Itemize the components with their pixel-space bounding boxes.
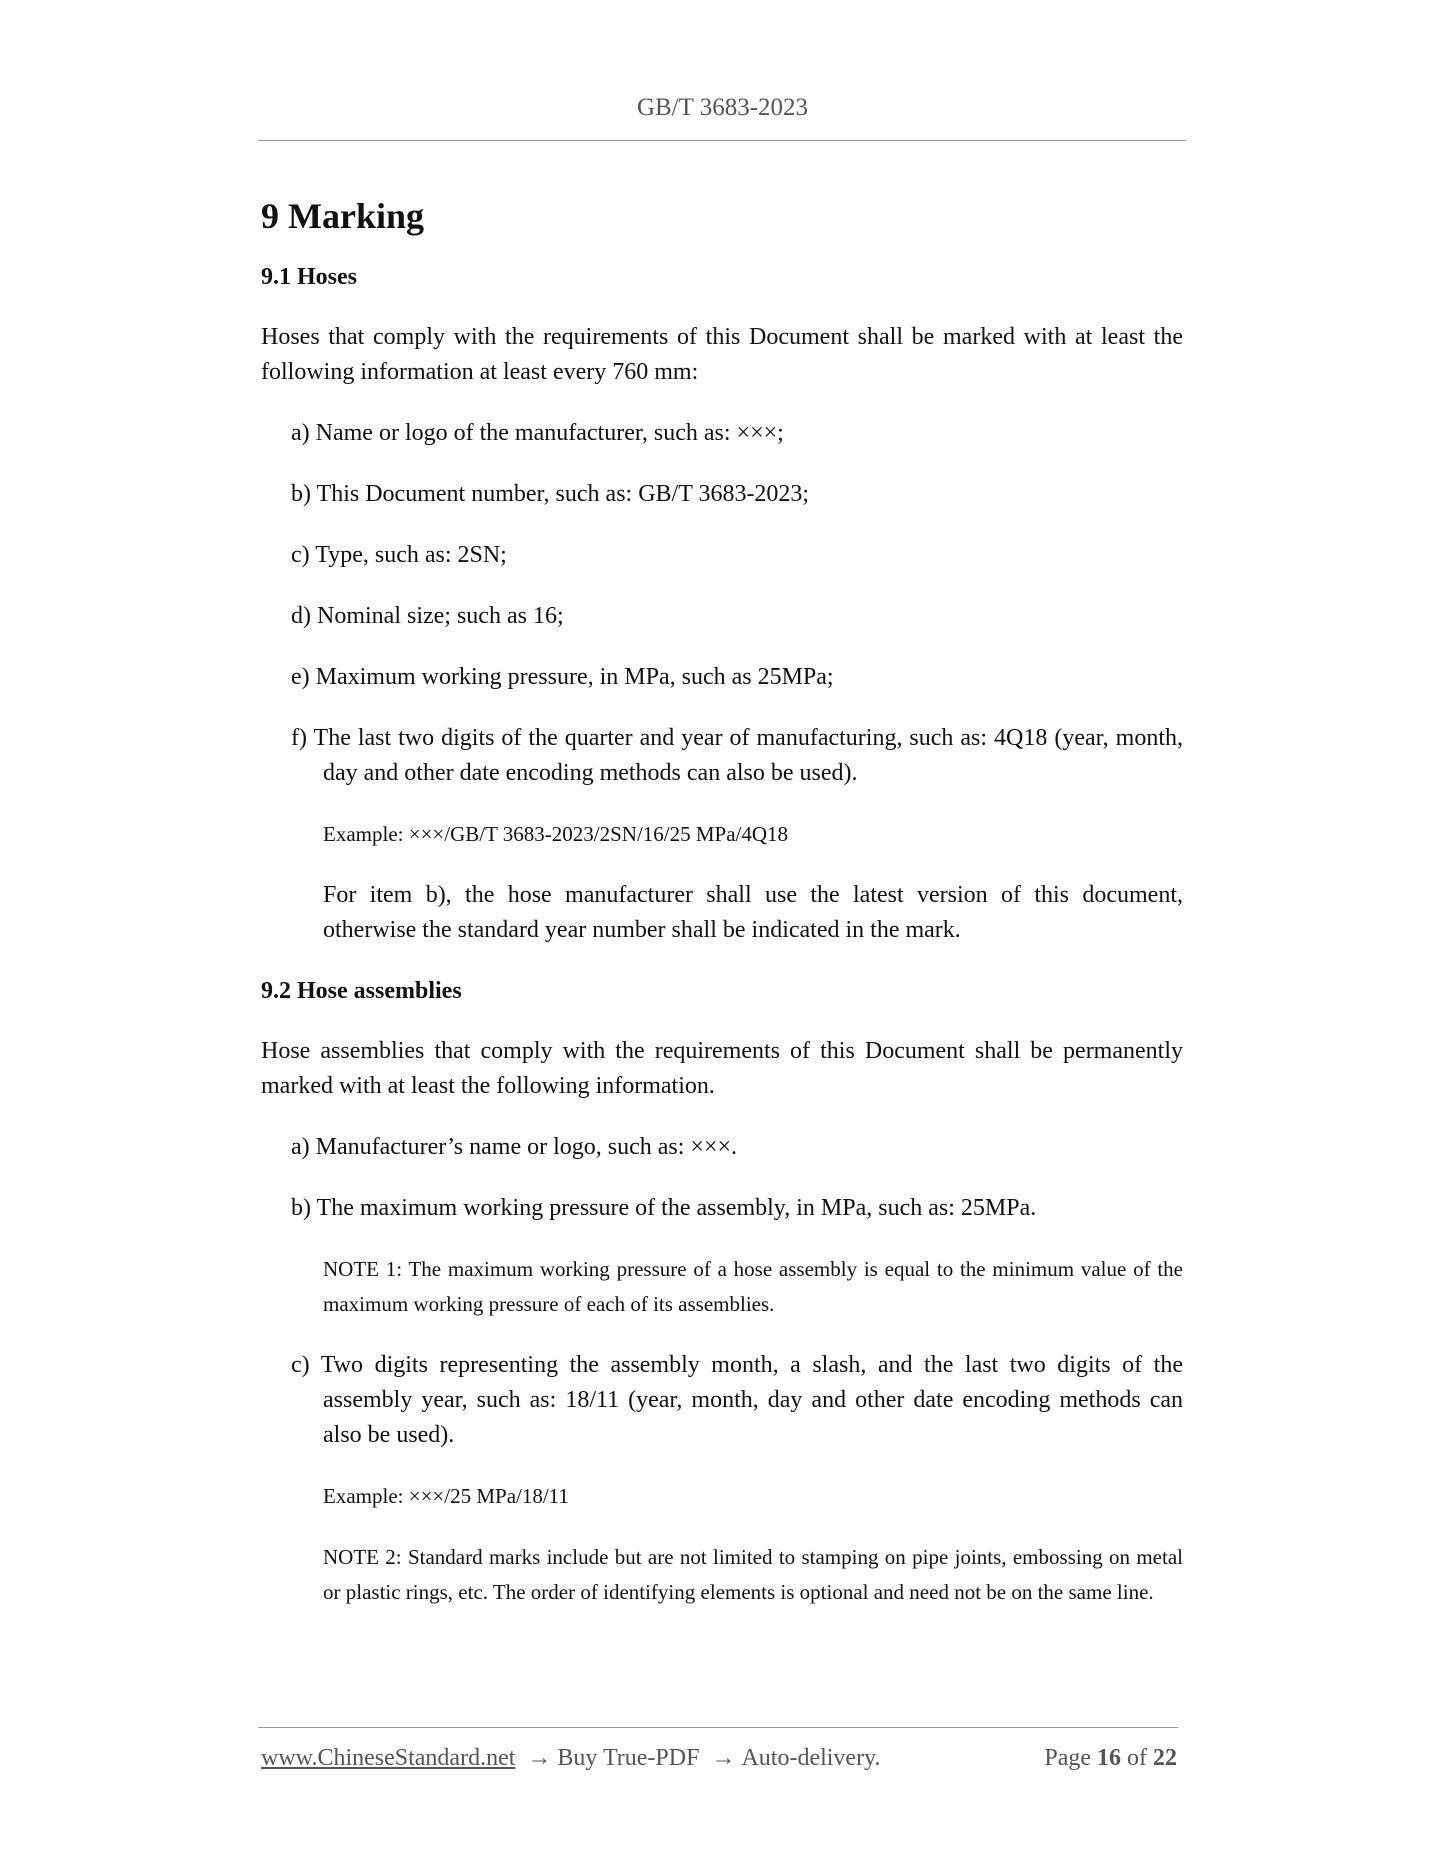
page-indicator [1044, 1745, 1177, 1772]
assemblies-item-b: b) The maximum working pressure of the assembly, in MPa, such as: 25MPa. [291, 1195, 1037, 1221]
hoses-item-b: b) This Document number, such as: GB/T 3683-2023; [291, 481, 810, 507]
chinese-standard-link[interactable]: www.ChineseStandard.net [261, 1745, 516, 1771]
header-doc-number: GB/T 3683-2023 [636, 94, 809, 121]
right-arrow-icon: → [711, 1745, 736, 1771]
page-total: 22 [1153, 1745, 1177, 1771]
footer-delivery-text: Auto-delivery. [741, 1745, 881, 1771]
footer-buy-text: Buy True-PDF [557, 1745, 700, 1771]
assemblies-example: Example: ×××/25 MPa/18/11 [323, 1484, 569, 1508]
section-title: 9 Marking [261, 196, 425, 236]
page-footer [261, 1745, 1177, 1772]
subsection-title-hoses: 9.1 Hoses [261, 264, 357, 290]
hoses-example: Example: ×××/GB/T 3683-2023/2SN/16/25 MPa/4Q18 [323, 822, 789, 846]
hoses-item-c: c) Type, such as: 2SN; [291, 542, 507, 568]
hoses-item-e: e) Maximum working pressure, in MPa, such as 25MPa; [291, 664, 834, 690]
hoses-item-d: d) Nominal size; such as 16; [291, 603, 564, 629]
hoses-item-a: a) Name or logo of the manufacturer, such as: ×××; [291, 420, 784, 446]
page-label: Page [1044, 1745, 1091, 1771]
page-content [261, 190, 1183, 1610]
assemblies-intro-paragraph: Hose assemblies that comply with the requirements of this Document shall be permanently marked with at least the following information. [261, 1038, 1183, 1099]
page-number: 16 [1097, 1745, 1121, 1771]
assemblies-item-a: a) Manufacturer’s name or logo, such as: ×××. [291, 1134, 738, 1160]
right-arrow-icon: → [527, 1745, 552, 1771]
header-divider [258, 140, 1186, 141]
footer-divider [258, 1727, 1178, 1728]
of-label: of [1127, 1745, 1147, 1771]
footer-left [261, 1745, 881, 1772]
hoses-intro-paragraph: Hoses that comply with the requirements of this Document shall be marked with at least the following information at least every 760 mm: [261, 324, 1183, 385]
assemblies-note-1: NOTE 1: The maximum working pressure of a hose assembly is equal to the minimum value of the maximum working pressure of each of its assemblies. [323, 1257, 1183, 1316]
hoses-item-f: f) The last two digits of the quarter and year of manufacturing, such as: 4Q18 (year, month, day and other date encoding methods can also be used). [291, 725, 1183, 786]
hoses-note: For item b), the hose manufacturer shall use the latest version of this document, otherwise the standard year number shall be indicated in the mark. [323, 882, 1183, 943]
assemblies-note-2: NOTE 2: Standard marks include but are not limited to stamping on pipe joints, embossing on metal or plastic rings, etc. The order of identifying elements is optional and need not be on the same line. [323, 1545, 1183, 1604]
subsection-title-hose-assemblies: 9.2 Hose assemblies [261, 978, 462, 1004]
assemblies-item-c: c) Two digits representing the assembly month, a slash, and the last two digits of the assembly year, such as: 18/11 (year, month, day and other date encoding methods can also be used). [291, 1352, 1183, 1448]
